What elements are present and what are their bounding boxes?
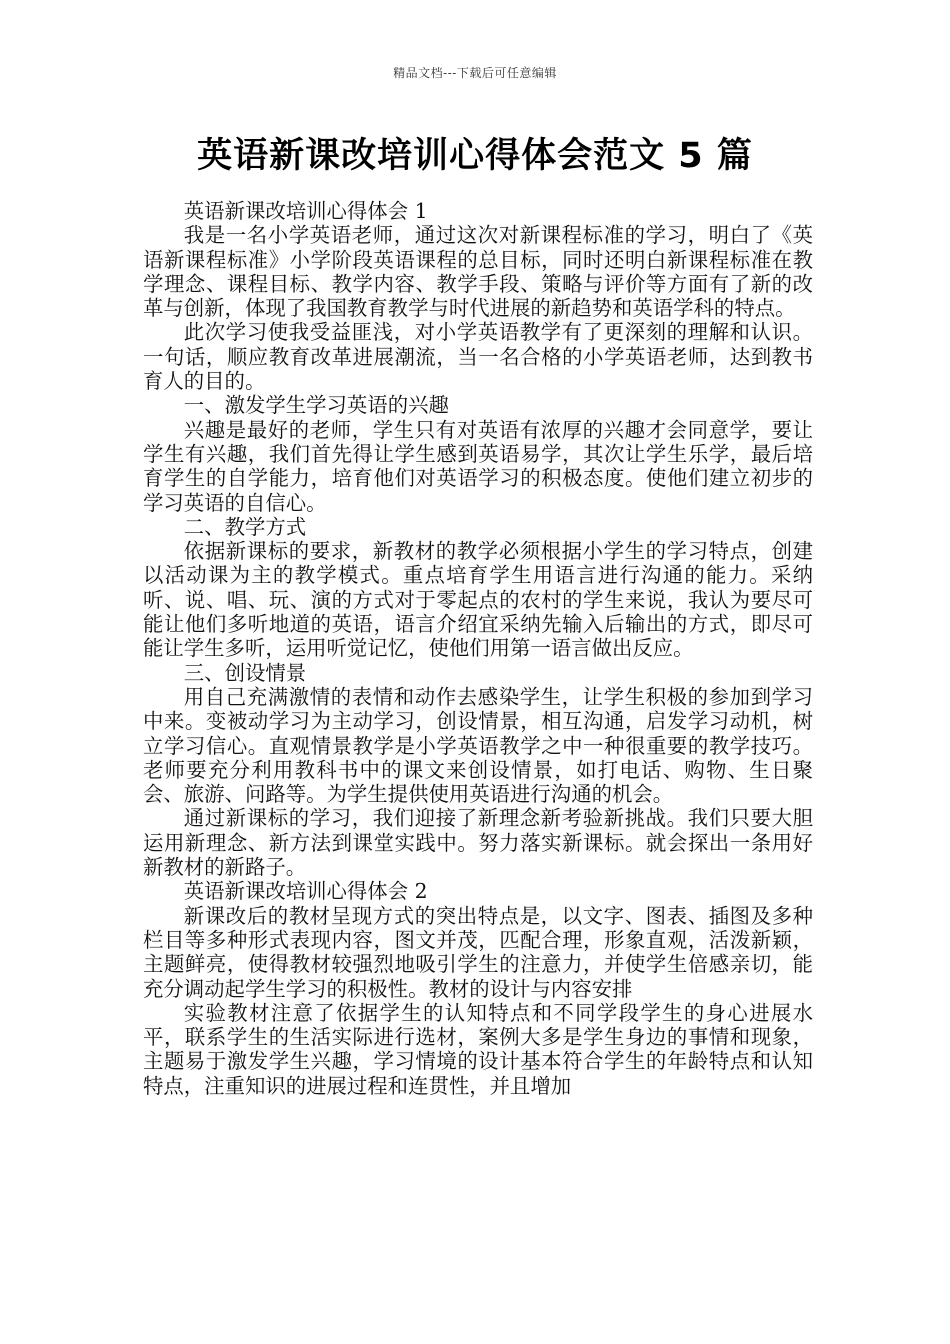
paragraph: 实验教材注意了依据学生的认知特点和不同学段学生的身心进展水平，联系学生的生活实际进行选材，案例大多是学生身边的事情和现象，主题易于激发学生兴趣，学习情境的设计基本符合学生的年龄特点和认知特点，注重知识的进展过程和连贯性，并且增加 (143, 1000, 813, 1098)
document-title: 英语新课改培训心得体会范文 5 篇 (197, 136, 753, 176)
paragraph: 依据新课标的要求，新教材的教学必须根据小学生的学习特点，创建以活动课为主的教学模式。重点培育学生用语言进行沟通的能力。采纳听、说、唱、玩、演的方式对于零起点的农村的学生来说，我认为要尽可能让他们多听地道的英语，语言介绍宜采纳先输入后输出的方式，即尽可能让学生多听，运用听觉记忆，使他们用第一语言做出反应。 (143, 539, 813, 661)
paragraph: 通过新课标的学习，我们迎接了新理念新考验新挑战。我们只要大胆运用新理念、新方法到课堂实践中。努力落实新课标。就会探出一条用好新教材的新路子。 (143, 806, 813, 880)
paragraph: 我是一名小学英语老师，通过这次对新课程标准的学习，明白了《英语新课程标准》小学阶段英语课程的总目标，同时还明白新课程标准在教学理念、课程目标、教学内容、教学手段、策略与评价等方面有了新的改革与创新，体现了我国教育教学与时代进展的新趋势和英语学科的特点。 (143, 223, 813, 321)
paragraph: 此次学习使我受益匪浅，对小学英语教学有了更深刻的理解和认识。一句话，顺应教育改革进展潮流，当一名合格的小学英语老师，达到教书育人的目的。 (143, 320, 813, 394)
subheading: 一、激发学生学习英语的兴趣 (183, 393, 449, 418)
document-body (143, 199, 813, 1098)
paragraph: 用自己充满激情的表情和动作去感染学生，让学生积极的参加到学习中来。变被动学习为主动学习，创设情景，相互沟通，启发学习动机，树立学习信心。直观情景教学是小学英语教学之中一种很重要的教学技巧。老师要充分利用教科书中的课文来创设情景，如打电话、购物、生日聚会、旅游、问路等。为学生提供使用英语进行沟通的机会。 (143, 684, 813, 807)
subheading: 三、创设情景 (183, 660, 307, 685)
section-heading: 英语新课改培训心得体会 2 (183, 879, 428, 904)
header-note: 精品文档---下载后可任意编辑 (393, 66, 557, 80)
paragraph: 新课改后的教材呈现方式的突出特点是，以文字、图表、插图及多种栏目等多种形式表现内容，图文并茂，匹配合理，形象直观，活泼新颖，主题鲜亮，使得教材较强烈地吸引学生的注意力，并使学生倍感亲切，能充分调动起学生学习的积极性。教材的设计与内容安排 (143, 903, 813, 1001)
section-heading: 英语新课改培训心得体会 1 (183, 199, 428, 223)
paragraph: 兴趣是最好的老师，学生只有对英语有浓厚的兴趣才会同意学，要让学生有兴趣，我们首先得让学生感到英语易学，其次让学生乐学，最后培育学生的自学能力，培育他们对英语学习的积极态度。使他们建立初步的学习英语的自信心。 (143, 417, 813, 515)
subheading: 二、教学方式 (183, 514, 307, 539)
